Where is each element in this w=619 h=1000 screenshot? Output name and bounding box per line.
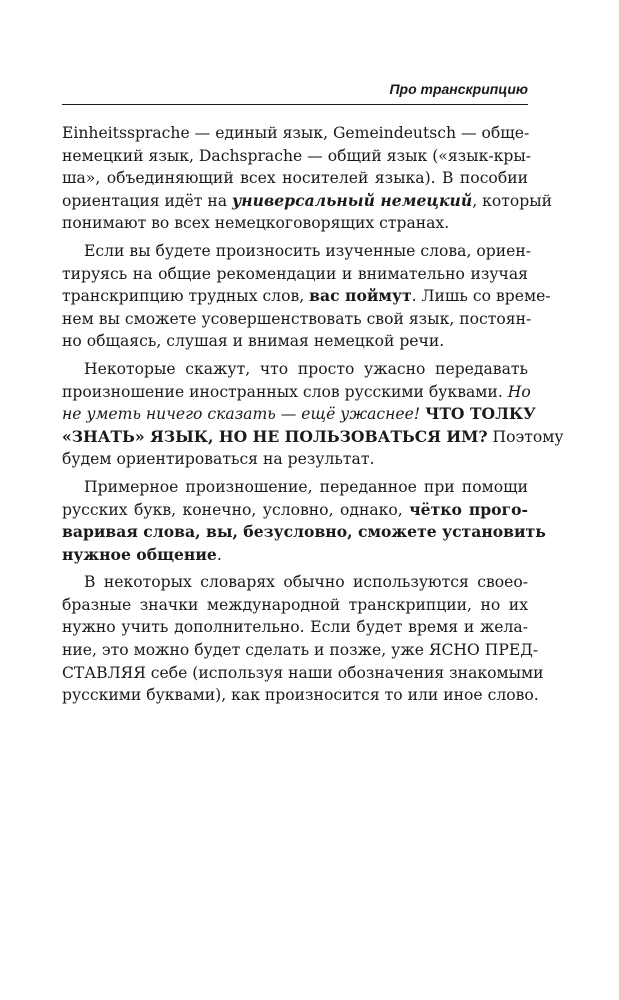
body-text [62,122,564,707]
text-run: ша», объединяющий всех носителей языка). В пособии [62,169,528,188]
text-line [62,448,528,471]
text-run: универсальный немецкий [231,190,473,210]
paragraph [62,571,544,707]
header-rule [62,104,528,105]
text-run: ние, это можно будет сделать и позже, уже ЯСНО ПРЕД- [62,641,539,660]
running-head: Про транскрипцию [389,81,528,97]
text-run: бразные значки международной транскрипции, но их [62,595,528,614]
text-run: Поэтому [487,427,564,446]
paragraph [62,476,546,566]
text-run: нужное общение [62,544,217,564]
text-line [62,190,553,213]
text-run: русских букв, конечно, условно, однако, [62,500,410,519]
text-line [62,240,532,263]
text-run: Но [507,382,531,401]
text-run: транскрипцию трудных слов, [62,287,310,306]
text-run: но общаясь, слушая и внимая немецкой речи. [62,332,445,351]
text-line [62,358,528,381]
text-run: Некоторые скажут, что просто ужасно передавать [84,359,528,378]
paragraph [62,122,553,235]
text-run: В некоторых словарях обычно используются своео- [84,573,528,592]
text-run: будем ориентироваться на результат. [62,450,375,469]
text-run: , который [472,191,553,210]
text-line [62,616,528,639]
text-run: не уметь ничего сказать — ещё ужаснее! [62,405,421,424]
text-line [62,684,539,707]
text-run: ЧТО ТОЛКУ [425,404,536,424]
text-run: вас поймут [309,286,412,306]
text-line [62,308,532,331]
text-run: Примерное произношение, переданное при помощи [84,477,528,496]
text-run: немецкий язык, Dachsprache — общий язык («язык-кры- [62,146,532,165]
text-run: . [216,545,222,564]
text-line [62,662,544,685]
text-line [62,426,564,449]
text-run: русскими буквами), как произносится то или иное слово. [62,686,539,705]
text-line [62,122,528,145]
text-line [62,571,528,594]
text-run: «ЗНАТЬ» ЯЗЫК, НО НЕ ПОЛЬЗОВАТЬСЯ ИМ? [62,426,488,446]
text-run: ориентация идёт на [62,191,232,210]
text-run: тируясь на общие рекомендации и внимательно изучая [62,264,528,283]
paragraph [62,358,564,471]
text-line [62,145,532,168]
text-line [62,639,539,662]
text-line [62,594,528,617]
text-line [62,167,528,190]
text-run: произношение иностранных слов русскими буквами. [62,382,508,401]
text-line [62,263,528,286]
text-run: Если вы будете произносить изученные слова, ориен- [84,241,532,260]
text-line [62,403,536,426]
text-run: СТАВЛЯЯ себе (используя наши обозначения знакомыми [62,663,544,682]
text-line [62,285,551,308]
text-run: нужно учить дополнительно. Если будет время и жела- [62,618,528,637]
text-run: нем вы сможете усовершенствовать свой язык, постоян- [62,309,532,328]
text-run: чётко прого- [409,499,528,519]
text-line [62,330,528,353]
text-run: . Лишь со време- [411,287,551,306]
paragraph [62,240,551,353]
text-line [62,521,546,544]
text-line [62,544,528,567]
text-run: варивая слова, вы, безусловно, сможете установить [62,522,546,542]
text-run: понимают во всех немецкоговорящих странах. [62,214,450,233]
text-line [62,381,531,404]
text-line [62,499,528,522]
text-line [62,476,528,499]
text-line [62,212,528,235]
text-run: Einheitssprache — единый язык, Gemeindeutsch — обще- [62,124,530,142]
